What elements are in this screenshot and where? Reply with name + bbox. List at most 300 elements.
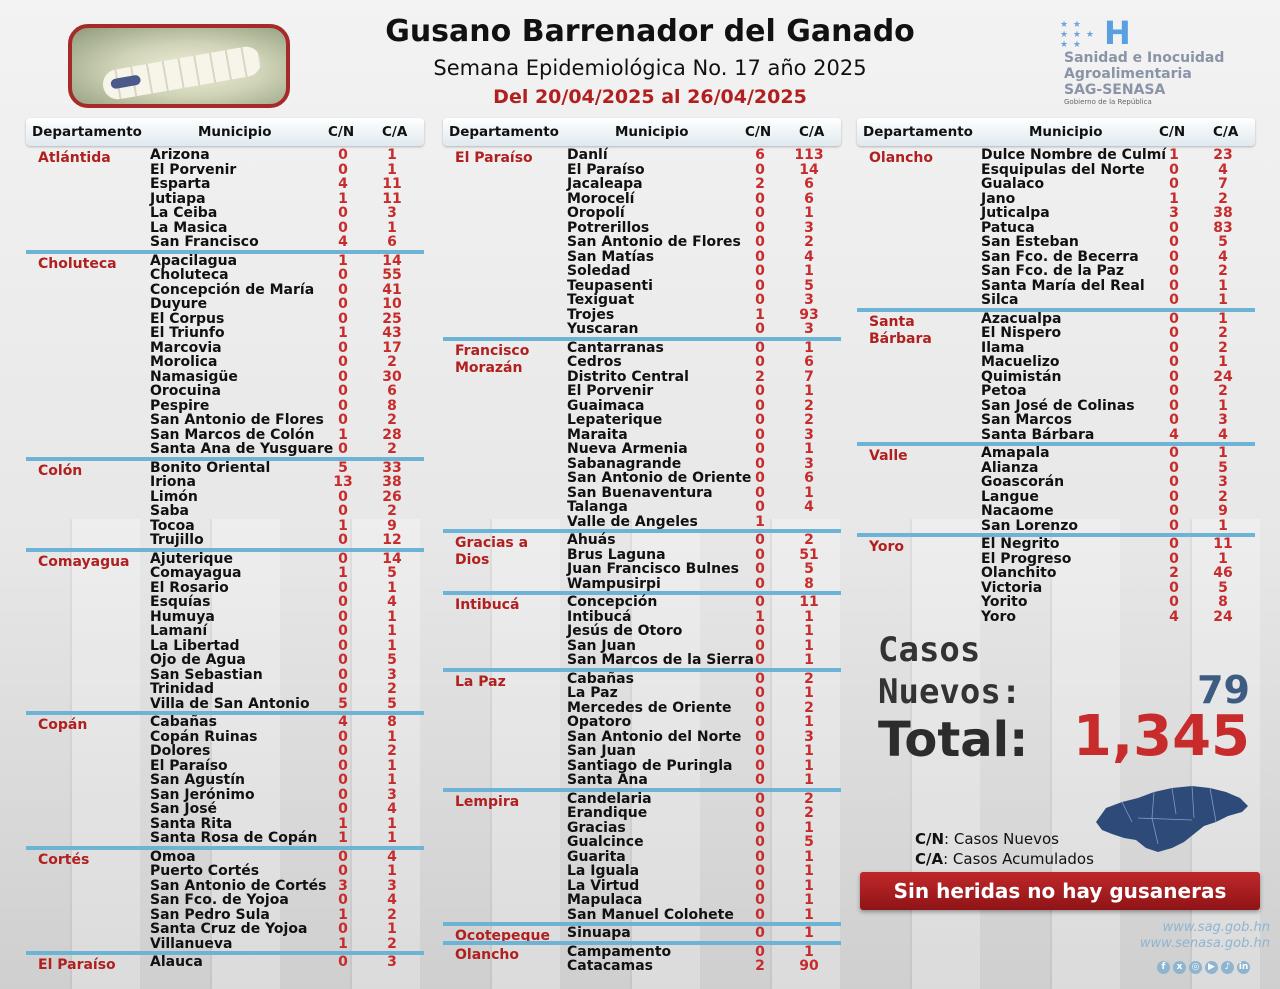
ca-cell: 1 [1218,445,1228,461]
ca-cell: 4 [1218,161,1228,178]
ca-cell: 41 [382,281,402,298]
municipio-cell: Tocoa [150,517,195,534]
table-row [26,326,424,341]
table-row [857,148,1255,163]
table-row [857,264,1255,279]
ca-cell: 2 [804,397,814,414]
cn-cell: 0 [1169,459,1179,476]
cn-cell: 0 [755,575,765,592]
ca-cell: 2 [1218,383,1228,399]
cn-cell: 0 [1169,488,1179,505]
table-row [26,682,424,697]
table-row [26,206,424,221]
municipio-cell: Lamaní [150,623,208,639]
department-block [443,922,841,944]
municipio-cell: Concepción [567,594,658,610]
table-row [443,457,841,472]
municipio-cell: Marcovia [150,339,222,356]
ca-cell: 1 [804,383,814,399]
ca-cell: 11 [799,594,819,610]
ca-cell: 1 [387,161,397,178]
ca-cell: 17 [382,339,402,356]
municipio-cell: Erandique [567,805,648,821]
ca-cell: 2 [804,790,814,807]
municipio-cell: Trujillo [150,532,204,548]
table-row [443,959,841,974]
cn-cell: 1 [338,565,348,581]
logo-line-2: Agroalimentaria [1064,66,1192,82]
municipio-cell: Copán Ruinas [150,728,258,745]
senasa-website-link[interactable]: www.senasa.gob.hn [1139,936,1270,951]
municipio-cell: Santa Bárbara [981,426,1095,443]
ca-cell: 1 [387,830,397,846]
table-row [26,428,424,443]
municipio-cell: Pespire [150,397,210,414]
table-row [443,471,841,486]
ca-cell: 2 [387,681,397,697]
municipio-cell: Cantarranas [567,339,664,356]
department-block [26,951,424,973]
cn-cell: 0 [755,397,765,414]
table-row [26,937,424,952]
cn-cell: 0 [755,561,765,577]
page-subtitle: Semana Epidemiológica No. 17 año 2025 [433,56,867,80]
municipio-cell: Petoa [981,383,1027,399]
ca-cell: 33 [382,459,402,476]
municipio-cell: San Antonio de Oriente [567,470,752,486]
cn-cell: 1 [338,935,348,952]
table-row [443,235,841,250]
municipio-cell: La Paz [567,685,618,701]
cn-cell: 0 [755,925,765,941]
table-row [26,268,424,283]
cn-cell: 0 [338,757,348,774]
ca-cell: 1 [804,743,814,759]
table-row [443,806,841,821]
table-row [857,355,1255,370]
table-row [443,206,841,221]
cn-cell: 0 [338,219,348,236]
ca-cell: 30 [382,368,402,385]
table-row [443,148,841,163]
ca-cell: 1 [387,219,397,236]
municipio-cell: Juticalpa [981,205,1050,221]
youtube-icon[interactable]: ▶ [1205,961,1218,974]
municipio-cell: San Manuel Colohete [567,906,734,923]
municipio-cell: El Negrito [981,536,1060,552]
ca-cell: 4 [1218,248,1228,265]
ca-cell: 1 [804,484,814,501]
cn-cell: 0 [1169,397,1179,414]
cn-cell: 0 [755,455,765,472]
facebook-icon[interactable]: f [1157,961,1170,974]
municipio-cell: San Juan [567,637,636,654]
ca-cell: 1 [804,925,814,941]
municipio-cell: Candelaria [567,790,652,807]
table-row [26,955,424,970]
table-row [26,566,424,581]
municipio-cell: Brus Laguna [567,546,666,563]
ca-cell: 7 [804,368,814,385]
table-row [26,519,424,534]
department-name: El Paraíso [38,957,116,973]
ca-cell: 12 [382,532,402,548]
municipio-cell: San José [150,801,218,817]
department-block [443,591,841,668]
table-row [857,504,1255,519]
cn-cell: 1 [1169,190,1179,207]
ca-cell: 3 [804,455,814,472]
cn-cell: 1 [338,830,348,846]
ca-cell: 1 [804,863,814,879]
ca-cell: 3 [387,954,397,970]
department-block [857,533,1255,624]
cn-cell: 0 [338,848,348,865]
table-row [857,279,1255,294]
table-row [857,537,1255,552]
department-block [26,711,424,846]
department-block [443,148,841,337]
table-row [443,730,841,745]
ca-cell: 1 [804,652,814,668]
honduras-map-icon [1092,778,1252,858]
department-name: Santa Bárbara [869,313,932,347]
cn-cell: 0 [1169,594,1179,610]
cn-cell: 0 [338,296,348,312]
ca-cell: 2 [387,412,397,428]
cn-cell: 0 [338,637,348,654]
municipio-cell: Texiguat [567,292,635,308]
cn-cell: 0 [755,426,765,443]
cn-cell: 6 [755,147,765,163]
department-block [26,148,424,250]
header-municipio: Municipio [615,124,689,140]
table-row [857,312,1255,327]
instagram-icon[interactable]: ◎ [1189,961,1202,974]
ca-cell: 2 [1218,488,1228,505]
municipio-cell: Victoria [981,579,1043,596]
ca-cell: 8 [387,714,397,730]
municipio-cell: Morocelí [567,190,635,207]
table-row [26,639,424,654]
ca-cell: 1 [804,714,814,730]
cn-cell: 0 [755,685,765,701]
municipio-cell: Oropolí [567,205,625,221]
municipio-cell: Macuelizo [981,354,1060,370]
ca-cell: 9 [387,517,397,534]
cn-cell: 0 [755,943,765,960]
cn-cell: 0 [338,921,348,937]
ca-cell: 46 [1213,565,1233,581]
h-logo-icon: H [1104,14,1131,52]
municipio-cell: Trojes [567,306,615,323]
table-row [443,686,841,701]
municipio-cell: Intibucá [567,608,632,625]
cn-cell: 0 [755,699,765,716]
table-row [443,428,841,443]
cn-cell: 0 [755,383,765,399]
ca-cell: 38 [382,474,402,490]
cn-cell: 0 [755,877,765,894]
municipio-cell: Santa Ana de Yusguare [150,441,334,457]
department-name: Francisco Morazán [455,342,530,376]
ca-cell: 5 [387,652,397,668]
cn-cell: 0 [338,892,348,908]
cn-cell: 0 [338,412,348,428]
municipio-cell: Gracias [567,819,626,836]
municipio-cell: Villanueva [150,935,233,952]
table-row [26,413,424,428]
ca-cell: 1 [804,772,814,788]
cn-cell: 2 [755,368,765,385]
cn-cell: 0 [755,728,765,745]
municipio-cell: Guaimaca [567,397,645,414]
cn-cell: 0 [338,652,348,668]
cn-cell: 0 [755,412,765,428]
cn-cell: 0 [338,441,348,457]
municipio-cell: San Juan [567,743,636,759]
cn-cell: 0 [755,863,765,879]
linkedin-icon[interactable]: in [1238,962,1249,972]
cn-cell: 0 [338,772,348,788]
x-icon[interactable]: x [1173,961,1186,974]
ca-cell: 11 [382,176,402,192]
ca-cell: 2 [1218,190,1228,207]
ca-cell: 1 [387,728,397,745]
cn-cell: 0 [755,623,765,639]
table-row [443,610,841,625]
municipio-cell: Ojo de Agua [150,652,246,668]
municipio-cell: Juan Francisco Bulnes [567,561,739,577]
cn-cell: 1 [338,517,348,534]
municipio-cell: Choluteca [150,267,229,283]
ca-cell: 23 [1213,147,1233,163]
table-row [26,355,424,370]
municipio-cell: Yuscaran [567,321,639,337]
cn-cell: 3 [1169,205,1179,221]
municipio-cell: Santa Rita [150,815,233,832]
cn-cell: 0 [338,623,348,639]
table-row [443,835,841,850]
table-row [26,759,424,774]
table-row [443,250,841,265]
department-block [443,337,841,530]
municipio-cell: Jutiapa [150,190,206,207]
municipio-cell: San Antonio de Cortés [150,877,327,894]
logo-line-3: SAG-SENASA [1064,82,1166,98]
ca-cell: 1 [804,943,814,960]
department-name: Comayagua [38,553,130,570]
cn-cell: 0 [338,594,348,610]
cn-cell: 0 [1169,248,1179,265]
table-row [857,399,1255,414]
cn-cell: 0 [1169,412,1179,428]
table-row [26,254,424,269]
cn-cell: 1 [1169,147,1179,163]
nuevos-value: 79 [1197,668,1250,712]
table-row [443,413,841,428]
ca-cell: 6 [387,383,397,399]
municipio-cell: Villa de San Antonio [150,695,310,712]
municipio-cell: Puerto Cortés [150,863,260,879]
header-cn: C/N [745,124,772,140]
municipio-cell: Cabañas [567,670,634,687]
cn-cell: 0 [755,906,765,923]
ca-cell: 93 [799,306,819,323]
table-row [443,908,841,923]
ca-cell: 2 [804,234,814,250]
table-row [857,326,1255,341]
ca-cell: 24 [1213,368,1233,385]
table-row [443,515,841,530]
header-departamento: Departamento [863,124,973,140]
cn-cell: 0 [1169,579,1179,596]
municipio-cell: Duyure [150,296,208,312]
table-row [857,192,1255,207]
department-name: El Paraíso [455,150,533,166]
tiktok-icon[interactable]: ♪ [1221,961,1234,974]
table-row [443,945,841,960]
municipio-cell: Alauca [150,954,203,970]
cn-cell: 0 [755,234,765,250]
ca-cell: 1 [387,772,397,788]
ca-cell: 83 [1213,219,1233,236]
ca-cell: 8 [804,575,814,592]
cn-cell: 1 [755,513,765,530]
cn-cell: 1 [338,252,348,269]
ca-cell: 11 [1213,536,1233,552]
ca-cell: 43 [382,325,402,341]
cn-cell: 0 [755,441,765,457]
municipio-cell: El Corpus [150,310,225,327]
municipio-cell: Saba [150,503,189,519]
header-municipio: Municipio [1029,124,1103,140]
municipio-cell: Ajuterique [150,550,233,567]
cn-cell: 0 [1169,292,1179,308]
ca-cell: 6 [387,234,397,250]
larva-photo [68,24,290,108]
table-column-1 [26,118,424,973]
sag-senasa-logo [1060,14,1270,108]
table-row [857,581,1255,596]
header-ca: C/A [799,124,825,140]
cn-cell: 0 [755,652,765,668]
table-row [443,533,841,548]
cn-cell: 0 [755,470,765,486]
cn-cell: 4 [338,176,348,192]
table-row [857,163,1255,178]
department-name: Cortés [38,851,90,868]
cn-cell: 0 [755,805,765,821]
table-row [857,610,1255,625]
ca-cell: 1 [804,205,814,221]
ca-cell: 7 [1218,176,1228,192]
ca-cell: 5 [804,277,814,294]
department-name: Atlántida [38,150,111,166]
table-row [857,177,1255,192]
table-row [443,562,841,577]
cn-cell: 4 [1169,426,1179,443]
ca-cell: 4 [804,248,814,265]
ca-cell: 3 [804,426,814,443]
cn-cell: 0 [755,205,765,221]
municipio-cell: Comayagua [150,565,242,581]
municipio-cell: Sinuapa [567,925,631,941]
ca-cell: 3 [387,877,397,894]
cn-cell: 0 [338,488,348,505]
municipio-cell: San Francisco [150,234,259,250]
municipio-cell: Maraita [567,426,628,443]
header-departamento: Departamento [32,124,142,140]
cn-cell: 0 [1169,503,1179,519]
ca-cell: 2 [804,670,814,687]
municipio-cell: Quimistán [981,368,1062,385]
cn-cell: 0 [338,954,348,970]
cn-cell: 0 [1169,325,1179,341]
municipio-cell: Yorito [981,594,1028,610]
municipio-cell: San Fco. de Becerra [981,248,1139,265]
cn-cell: 1 [755,306,765,323]
sag-website-link[interactable]: www.sag.gob.hn [1162,920,1270,935]
ca-cell: 3 [1218,474,1228,490]
department-name: Colón [38,462,83,479]
table-row [443,486,841,501]
municipio-cell: Wampusirpi [567,575,661,592]
stars-icon: ★ ★ ★ ★ ★ ★ ★ [1060,20,1095,50]
ca-cell: 3 [387,786,397,803]
municipio-cell: Jacaleapa [567,176,643,192]
municipio-cell: El Porvenir [150,161,237,178]
table-row [26,697,424,712]
municipio-cell: Santa Cruz de Yojoa [150,921,308,937]
municipio-cell: Santa María del Real [981,277,1145,294]
municipio-cell: Opatoro [567,714,632,730]
cn-cell: 0 [1169,219,1179,236]
table-body [857,148,1255,624]
table-column-3 [857,118,1255,624]
cn-cell: 0 [755,594,765,610]
table-row [443,850,841,865]
casos-label: Casos [878,630,981,670]
table-row [26,163,424,178]
ca-cell: 26 [382,488,402,505]
table-column-2 [443,118,841,974]
municipio-cell: Concepción de María [150,281,315,298]
date-range: Del 20/04/2025 al 26/04/2025 [493,86,807,108]
municipio-cell: Goascorán [981,474,1065,490]
ca-cell: 3 [804,728,814,745]
table-header [26,118,424,146]
municipio-cell: Danlí [567,147,608,163]
table-row [443,384,841,399]
ca-cell: 1 [804,339,814,356]
municipio-cell: Santiago de Puringla [567,757,733,774]
cn-cell: 0 [338,281,348,298]
ca-cell: 28 [382,426,402,443]
municipio-cell: El Paraíso [567,161,645,178]
table-row [443,821,841,836]
table-row [26,235,424,250]
municipio-cell: San Lorenzo [981,517,1079,534]
department-block [857,442,1255,533]
legend-ca: C/A: Casos Acumulados [915,850,1094,868]
cn-cell: 0 [338,267,348,283]
table-row [26,283,424,298]
cn-cell: 0 [338,666,348,683]
municipio-cell: Ilama [981,339,1025,356]
table-row [26,370,424,385]
cn-cell: 0 [755,484,765,501]
